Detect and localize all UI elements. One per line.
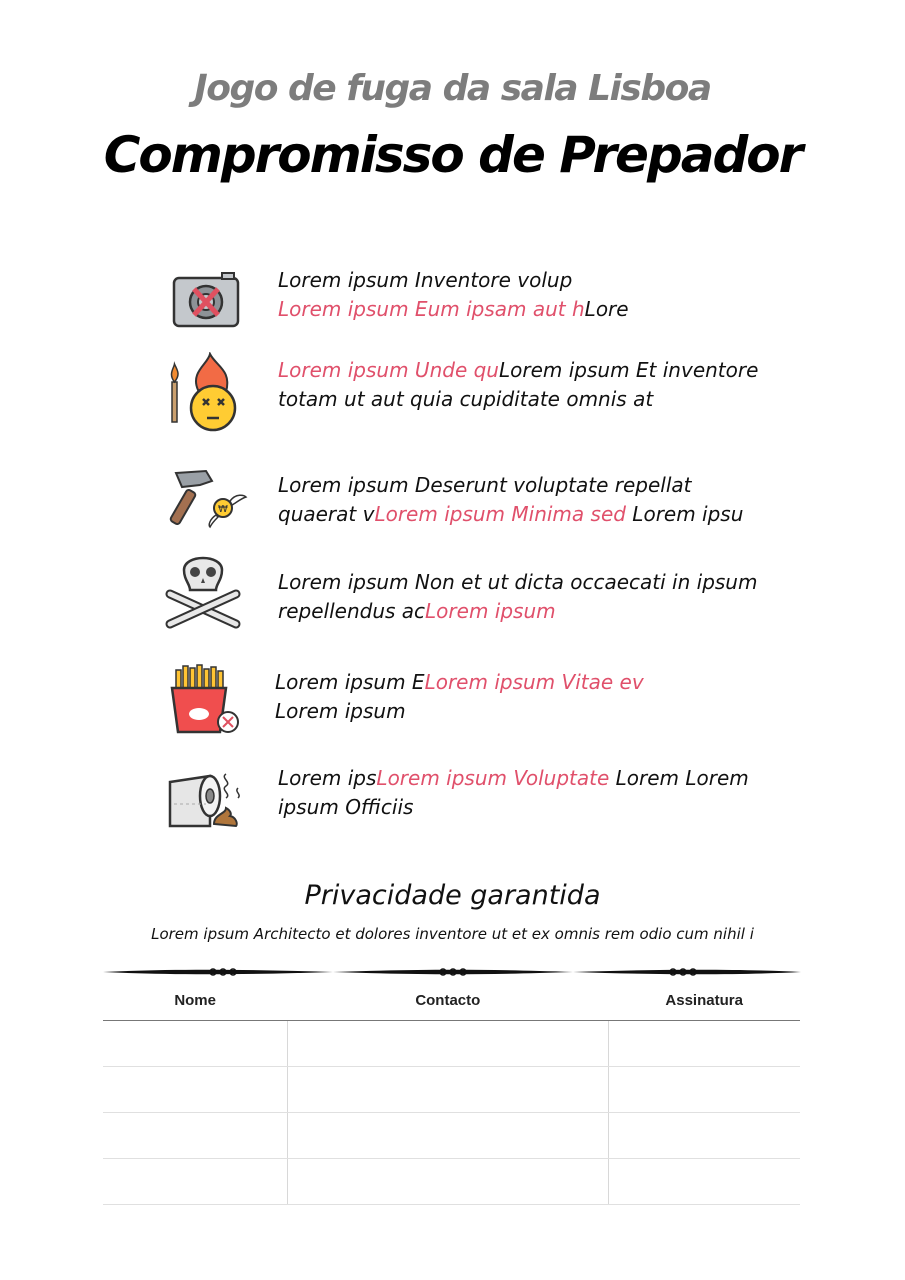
table-row	[103, 1021, 800, 1067]
rule-text: Lorem ipsum Non et ut dicta occaecati in ipsum repellendus acLorem ipsum	[278, 570, 758, 623]
no-fire-icon	[160, 352, 250, 432]
privacy-title: Privacidade garantida	[304, 880, 601, 911]
name-cell[interactable]	[103, 1159, 287, 1205]
contact-cell[interactable]	[287, 1113, 608, 1159]
skull-crossbones-icon	[160, 550, 250, 630]
table-row	[103, 1067, 800, 1113]
no-camera-icon	[160, 266, 250, 346]
no-breaking-icon	[160, 463, 250, 543]
rule-text: Lorem ipsLorem ipsum Voluptate Lorem Lorem ipsum Officiis	[278, 766, 749, 819]
contact-cell[interactable]	[287, 1021, 608, 1067]
toilet-icon	[160, 762, 250, 842]
signature-cell[interactable]	[608, 1067, 800, 1113]
signature-cell[interactable]	[608, 1159, 800, 1205]
table-row	[103, 1159, 800, 1205]
signature-cell[interactable]	[608, 1113, 800, 1159]
svg-text:₩: ₩	[218, 504, 228, 515]
name-cell[interactable]	[103, 1021, 287, 1067]
table-row	[103, 1113, 800, 1159]
rule-text: Lorem ipsum ELorem ipsum Vitae ev Lorem ipsum	[275, 670, 644, 723]
rule-text: Lorem ipsum Deserunt voluptate repellat quaerat vLorem ipsum Minima sed Lorem ipsu	[278, 473, 744, 526]
no-food-icon	[160, 662, 250, 742]
rule-text: Lorem ipsum Unde quLorem ipsum Et inventore totam ut aut quia cupiditate omnis at	[278, 358, 759, 411]
signature-table	[103, 980, 800, 1205]
table-header-row	[103, 980, 800, 1021]
subtitle: Jogo de fuga da sala Lisboa	[194, 68, 711, 109]
ornamental-divider	[103, 962, 801, 982]
column-header-name: Nome	[103, 980, 287, 1021]
column-header-contact: Contacto	[287, 980, 608, 1021]
column-header-signature: Assinatura	[608, 980, 800, 1021]
contact-cell[interactable]	[287, 1159, 608, 1205]
privacy-subtitle: Lorem ipsum Architecto et dolores inventore ut et ex omnis rem odio cum nihil i	[151, 925, 754, 943]
name-cell[interactable]	[103, 1113, 287, 1159]
page-title: Compromisso de Prepador	[103, 126, 802, 184]
contact-cell[interactable]	[287, 1067, 608, 1113]
rule-text: Lorem ipsum Inventore volup Lorem ipsum Eum ipsam aut hLore	[278, 268, 629, 321]
signature-cell[interactable]	[608, 1021, 800, 1067]
name-cell[interactable]	[103, 1067, 287, 1113]
